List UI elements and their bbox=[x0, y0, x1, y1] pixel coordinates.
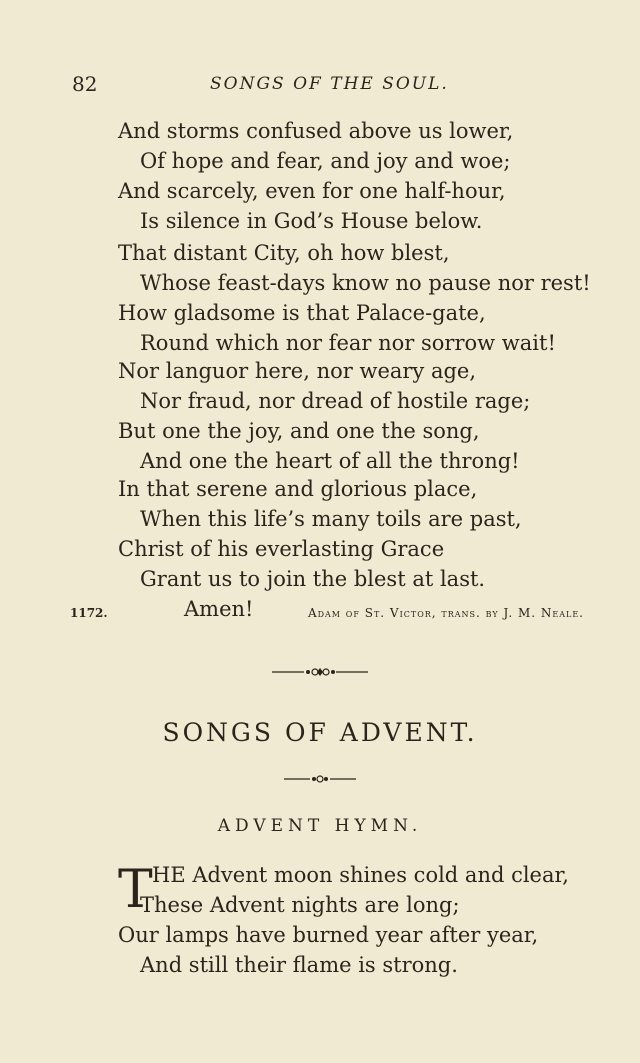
verse-line: Christ of his everlasting Grace bbox=[118, 537, 445, 561]
verse-line: These Advent nights are long; bbox=[140, 893, 460, 917]
verse-line: Is silence in God’s House below. bbox=[140, 209, 483, 233]
attribution-author: Adam of St. Victor, trans. by J. M. Neale. bbox=[307, 606, 584, 620]
verse-line: Our lamps have burned year after year, bbox=[118, 923, 539, 947]
stanza-2 bbox=[118, 238, 598, 358]
verse-line: Whose feast-days know no pause nor rest! bbox=[140, 271, 591, 295]
verse-line: Nor languor here, nor weary age, bbox=[118, 359, 477, 383]
drop-cap: T bbox=[118, 860, 153, 920]
verse-line: How gladsome is that Palace-gate, bbox=[118, 301, 486, 325]
verse-line: But one the joy, and one the song, bbox=[118, 419, 480, 443]
page-header bbox=[0, 72, 640, 102]
verse-line: Of hope and fear, and joy and woe; bbox=[140, 149, 511, 173]
stanza-1 bbox=[118, 116, 598, 236]
amen-line: Amen! bbox=[184, 597, 254, 621]
hymn-title: ADVENT HYMN. bbox=[217, 816, 423, 836]
verse-line: That distant City, oh how blest, bbox=[118, 241, 450, 265]
section-title: SONGS OF ADVENT. bbox=[162, 718, 478, 747]
stanza-3 bbox=[118, 356, 598, 476]
verse-line: Grant us to join the blest at last. bbox=[140, 567, 486, 591]
title-ornament bbox=[0, 772, 640, 786]
verse-line: When this life’s many toils are past, bbox=[140, 507, 522, 531]
hymn-stanza bbox=[118, 860, 618, 980]
verse-line: And still their flame is strong. bbox=[140, 953, 458, 977]
ornament-divider-icon bbox=[272, 665, 368, 679]
verse-line: And scarcely, even for one half-hour, bbox=[118, 179, 506, 203]
verse-line: HE Advent moon shines cold and clear, bbox=[152, 863, 569, 887]
attribution bbox=[70, 606, 584, 626]
section-ornament bbox=[0, 665, 640, 679]
ornament-rule-icon bbox=[284, 772, 356, 786]
running-title: SONGS OF THE SOUL. bbox=[210, 74, 449, 94]
attribution-year: 1172. bbox=[70, 606, 108, 620]
stanza-4 bbox=[118, 474, 598, 624]
verse-line: In that serene and glorious place, bbox=[118, 477, 478, 501]
verse-line: And one the heart of all the throng! bbox=[140, 449, 520, 473]
verse-line: Nor fraud, nor dread of hostile rage; bbox=[140, 389, 531, 413]
verse-line: Round which nor fear nor sorrow wait! bbox=[140, 331, 556, 355]
page-number: 82 bbox=[72, 72, 98, 96]
verse-line: And storms confused above us lower, bbox=[118, 119, 514, 143]
